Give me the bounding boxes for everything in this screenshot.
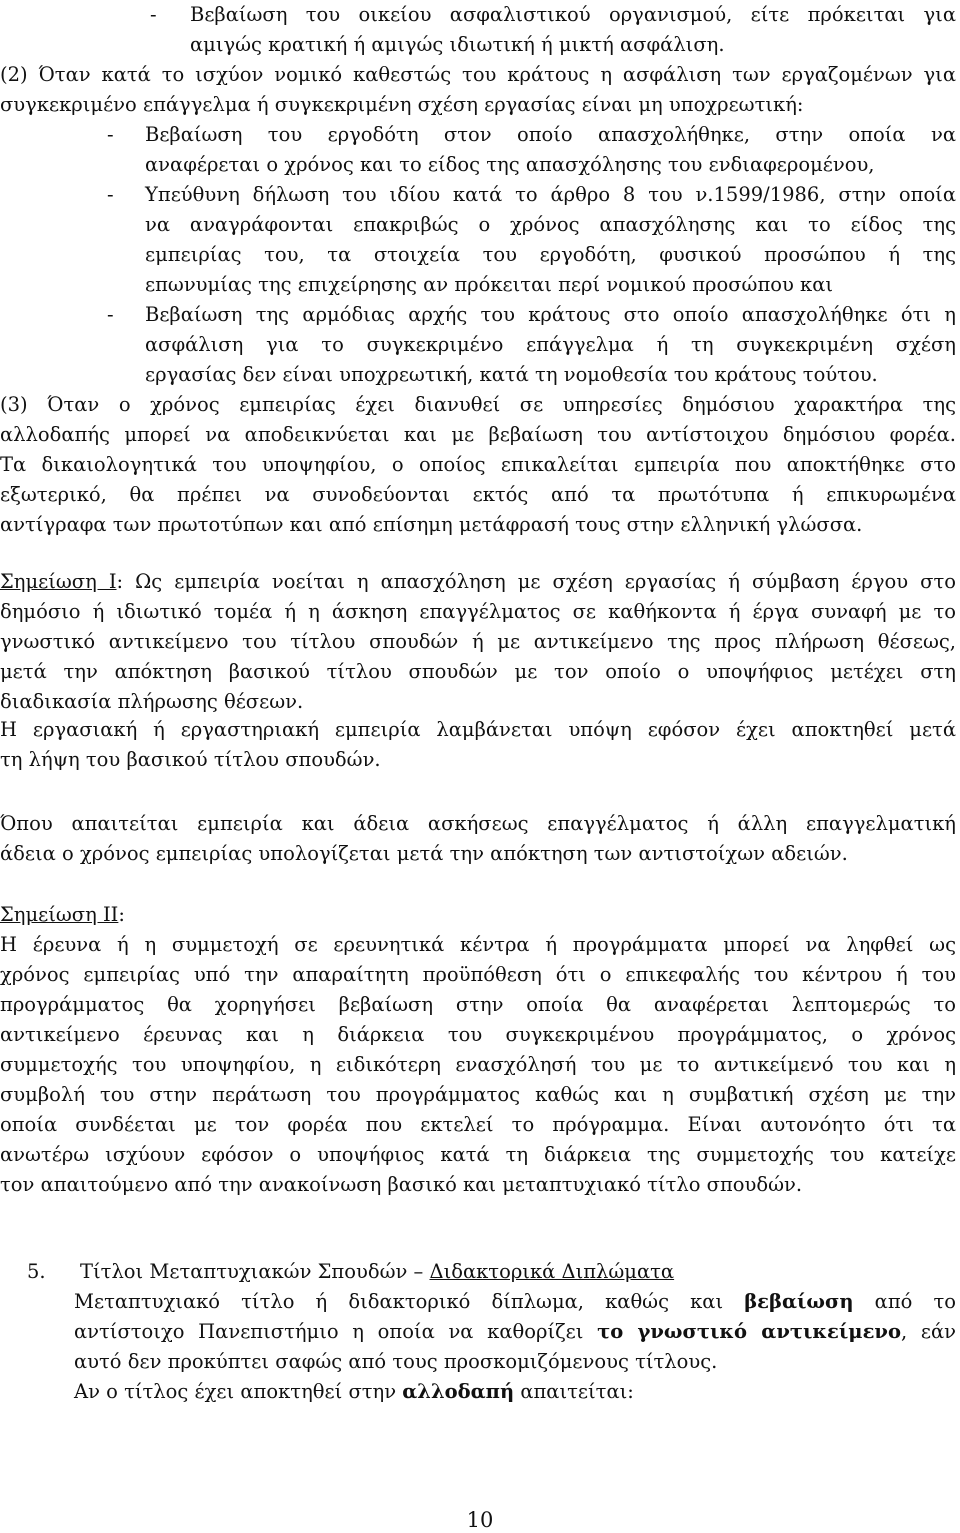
page-number: 10 — [466, 1508, 494, 1532]
text-line: συγκεκριμένο επάγγελμα ή συγκεκριμένη σχέση εργασίας είναι μη υποχρεωτική: — [0, 93, 804, 116]
text-span: Αν ο τίτλος έχει αποκτηθεί στην — [74, 1380, 403, 1403]
text-span: από το — [853, 1290, 956, 1313]
text-line: τον απαιτούμενο από την ανακοίνωση βασικό και μεταπτυχιακό τίτλο σπουδών. — [0, 1173, 803, 1196]
note-1-label: Σημείωση Ι — [0, 570, 117, 593]
note-1-first-line — [0, 570, 956, 594]
text-span: αντίστοιχο Πανεπιστήμιο η οποία να καθορίζει — [74, 1320, 598, 1343]
text-line: αμιγώς κρατική ή αμιγώς ιδιωτική ή μικτή ασφάλιση. — [190, 33, 725, 56]
text-line: χρόνος εμπειρίας υπό την απαραίτητη προϋπόθεση ότι ο επικεφαλής του κέντρου ή του — [0, 963, 956, 986]
dash-marker: - — [150, 3, 157, 26]
text-line: τη λήψη του βασικού τίτλου σπουδών. — [0, 748, 381, 771]
text-line: αντικείμενο έρευνας και η διάρκεια του συγκεκριμένου προγράμματος, ο χρόνος — [0, 1023, 956, 1046]
text-line: εργασίας δεν είναι υποχρεωτική, κατά τη νομοθεσία του κράτους τούτου. — [145, 363, 878, 386]
text-line — [74, 1290, 956, 1314]
text-line: άδεια ο χρόνος εμπειρίας υπολογίζεται μετά την απόκτηση των αντιστοίχων αδειών. — [0, 842, 848, 865]
text-line: Βεβαίωση της αρμόδιας αρχής του κράτους στο οποίο απασχολήθηκε ότι η — [145, 303, 956, 326]
text-line: αυτό δεν προκύπτει σαφώς από τους προσκομιζόμενους τίτλους. — [74, 1350, 718, 1373]
text-line: προγράμματος θα χορηγήσει βεβαίωση στην οποία θα αναφέρεται λεπτομερώς το — [0, 993, 956, 1016]
dash-marker: - — [107, 303, 114, 326]
bold-term: το γνωστικό αντικείμενο — [597, 1320, 901, 1343]
dash-marker: - — [107, 123, 114, 146]
text-line: αναφέρεται ο χρόνος και το είδος της απασχόλησης του ενδιαφερομένου, — [145, 153, 875, 176]
text-line: Υπεύθυνη δήλωση του ιδίου κατά το άρθρο 8 του ν.1599/1986, στην οποία — [145, 183, 956, 206]
text-line: Βεβαίωση του εργοδότη στον οποίο απασχολήθηκε, στην οποία να — [145, 123, 956, 146]
section-heading — [80, 1260, 674, 1284]
text-line: να αναγράφονται επακριβώς ο χρόνος απασχόλησης και το είδος της — [145, 213, 956, 236]
text-line: (2) Όταν κατά το ισχύον νομικό καθεστώς του κράτους η ασφάλιση των εργαζομένων για — [0, 63, 956, 86]
text-line — [74, 1380, 634, 1404]
text-line: ανωτέρω ισχύουν εφόσον ο υποψήφιος κατά τη διάρκεια της συμμετοχής του κατείχε — [0, 1143, 956, 1166]
text-line: (3) Όταν ο χρόνος εμπειρίας έχει διανυθεί σε υπηρεσίες δημόσιου χαρακτήρα της — [0, 393, 956, 416]
dash-marker: - — [107, 183, 114, 206]
note-2-colon: : — [118, 903, 125, 926]
text-line: διαδικασία πλήρωσης θέσεων. — [0, 690, 304, 713]
text-line: Η έρευνα ή η συμμετοχή σε ερευνητικά κέντρα ή προγράμματα μπορεί να ληφθεί ως — [0, 933, 956, 956]
note-2-heading — [0, 903, 125, 927]
text-line: συμμετοχής του υποψηφίου, η ειδικότερη ενασχόλησή του με το αντικείμενό του και η — [0, 1053, 956, 1076]
text-span: , εάν — [900, 1320, 956, 1343]
text-line: ασφάλιση για το συγκεκριμένο επάγγελμα ή τη συγκεκριμένη σχέση — [145, 333, 956, 356]
text-line: συμβολή του στην περάτωση του προγράμματος καθώς και η συμβατική σχέση με την — [0, 1083, 956, 1106]
text-line: μετά την απόκτηση βασικού τίτλου σπουδών με τον οποίο ο υποψήφιος μετέχει στη — [0, 660, 956, 683]
text-span: Μεταπτυχιακό τίτλο ή διδακτορικό δίπλωμα, καθώς και — [74, 1290, 745, 1313]
bold-term: αλλοδαπή — [402, 1380, 515, 1403]
section-heading-part2: Διδακτορικά Διπλώματα — [429, 1260, 675, 1283]
text-line: αλλοδαπής μπορεί να αποδεικνύεται και με βεβαίωση του αντίστοιχου δημόσιου φορέα. — [0, 423, 956, 446]
text-line: Η εργασιακή ή εργαστηριακή εμπειρία λαμβάνεται υπόψη εφόσον έχει αποκτηθεί μετά — [0, 718, 956, 741]
section-heading-part1: Τίτλοι Μεταπτυχιακών Σπουδών – — [80, 1260, 430, 1283]
text-line: εμπειρίας του, τα στοιχεία του εργοδότη, φυσικού προσώπου ή της — [145, 243, 956, 266]
section-number: 5. — [27, 1260, 46, 1283]
text-line — [74, 1320, 956, 1344]
note-2-label: Σημείωση ΙΙ — [0, 903, 119, 926]
note-1-text: : Ως εμπειρία νοείται η απασχόληση με σχέση εργασίας ή σύμβαση έργου στο — [116, 570, 956, 593]
text-line: οποία συνδέεται με τον φορέα που εκτελεί το πρόγραμμα. Είναι αυτονόητο ότι τα — [0, 1113, 956, 1136]
text-line: επωνυμίας της επιχείρησης αν πρόκειται περί νομικού προσώπου και — [145, 273, 834, 296]
bold-term: βεβαίωση — [744, 1290, 854, 1313]
text-line: Όπου απαιτείται εμπειρία και άδεια ασκήσεως επαγγέλματος ή άλλη επαγγελματική — [0, 812, 956, 835]
text-span: απαιτείται: — [514, 1380, 634, 1403]
text-line: δημόσιο ή ιδιωτικό τομέα ή η άσκηση επαγγέλματος σε καθήκοντα ή έργα συναφή με το — [0, 600, 956, 623]
text-line: Βεβαίωση του οικείου ασφαλιστικού οργανισμού, είτε πρόκειται για — [190, 3, 956, 26]
text-line: αντίγραφα των πρωτοτύπων και από επίσημη μετάφρασή τους στην ελληνική γλώσσα. — [0, 513, 863, 536]
text-line: γνωστικό αντικείμενο του τίτλου σπουδών ή με αντικείμενο της προς πλήρωση θέσεως, — [0, 630, 956, 653]
text-line: Τα δικαιολογητικά του υποψηφίου, ο οποίος επικαλείται εμπειρία που αποκτήθηκε στο — [0, 453, 956, 476]
text-line: εξωτερικό, θα πρέπει να συνοδεύονται εκτός από τα πρωτότυπα ή επικυρωμένα — [0, 483, 956, 506]
